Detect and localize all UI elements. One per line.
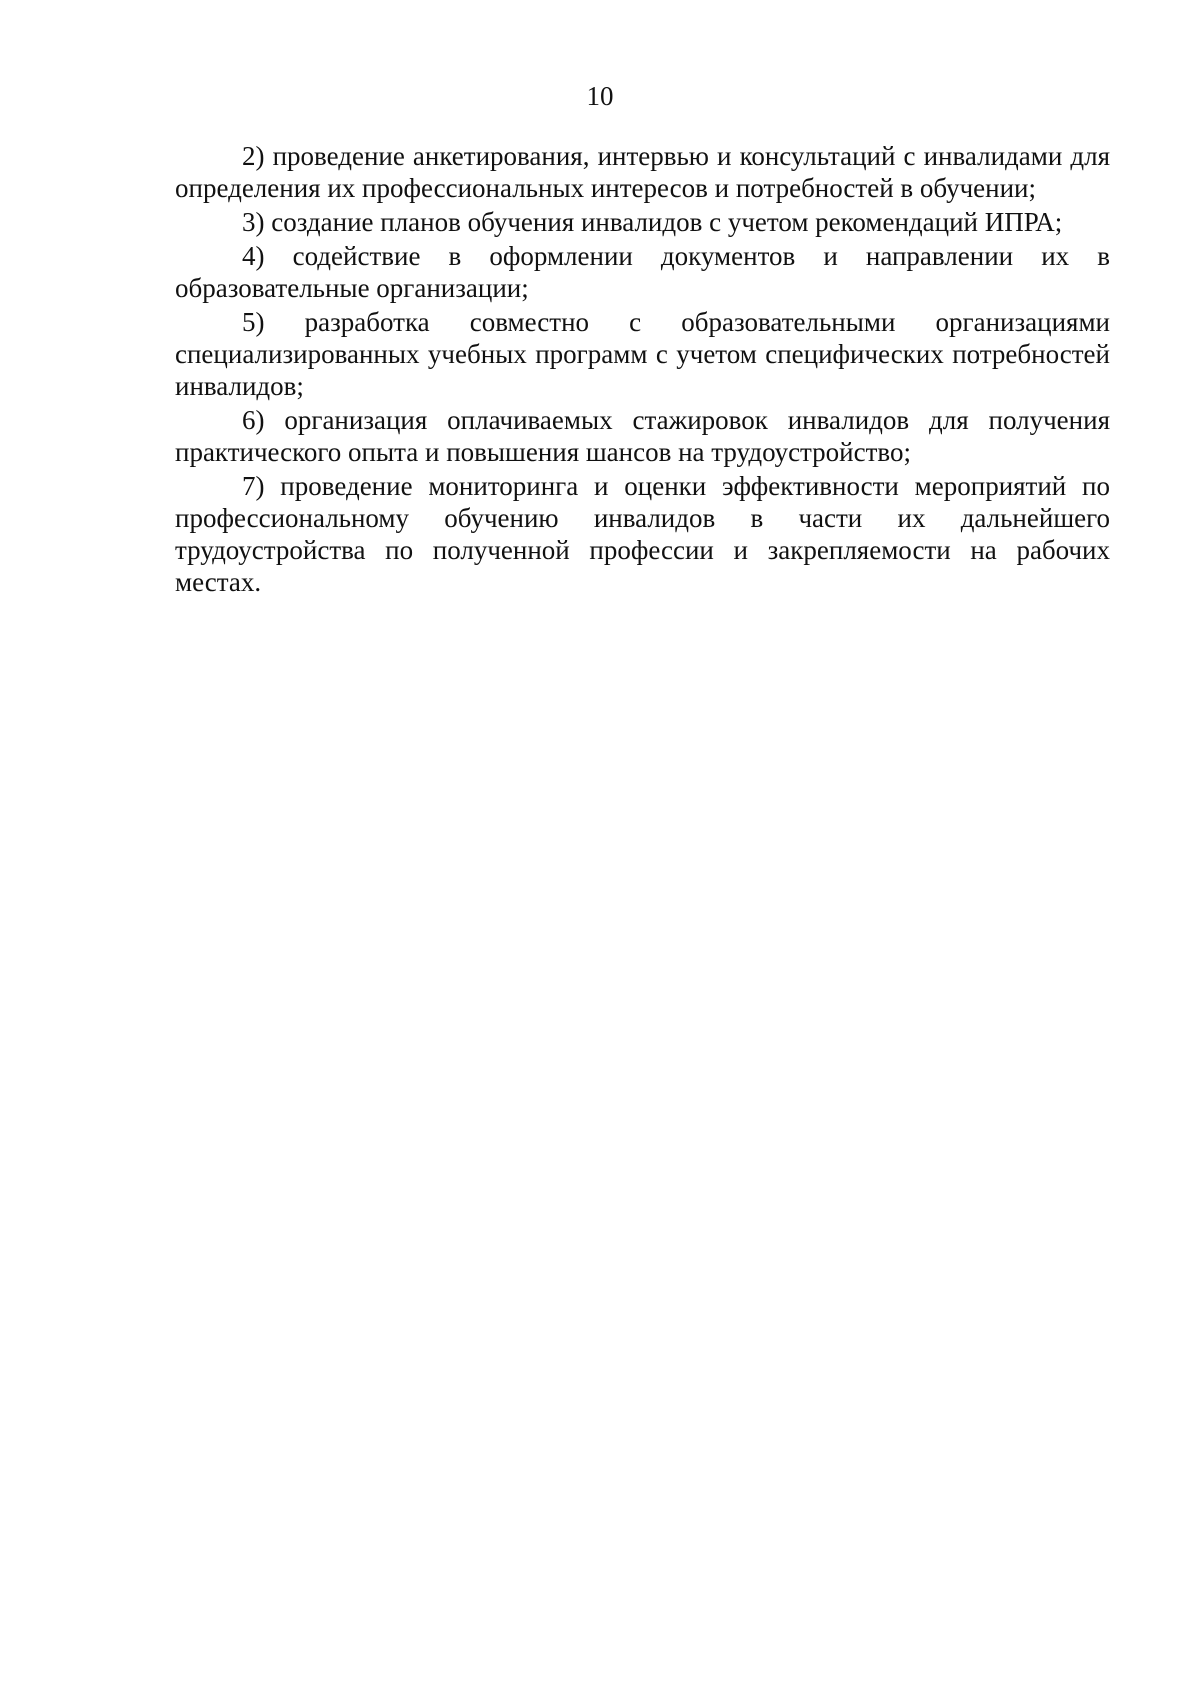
list-item: 4) содействие в оформлении документов и направлении их в образовательные организации; xyxy=(175,241,1110,303)
list-item: 7) проведение мониторинга и оценки эффективности мероприятий по профессиональному обучению инвалидов в части их дальнейшего трудоустройства по полученной профессии и закрепляемости на рабочих местах. xyxy=(175,471,1110,597)
list-item: 3) создание планов обучения инвалидов с учетом рекомендаций ИПРА; xyxy=(242,207,1063,237)
list-item: 6) организация оплачиваемых стажировок инвалидов для получения практического опыта и повышения шансов на трудоустройство; xyxy=(175,405,1110,467)
document-body xyxy=(175,140,1110,600)
list-item: 2) проведение анкетирования, интервью и консультаций с инвалидами для определения их профессиональных интересов и потребностей в обучении; xyxy=(175,141,1110,203)
list-item: 5) разработка совместно с образовательными организациями специализированных учебных программ с учетом специфических потребностей инвалидов; xyxy=(175,307,1110,401)
page-number: 10 xyxy=(586,81,614,111)
